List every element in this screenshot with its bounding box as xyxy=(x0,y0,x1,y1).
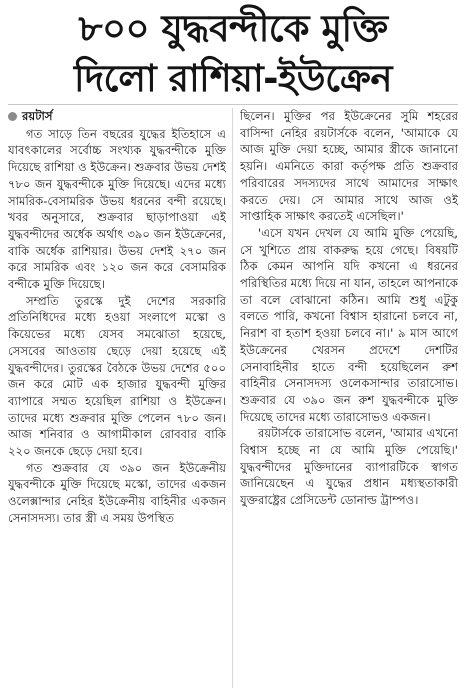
article-column-left xyxy=(8,108,226,693)
paragraph: সম্প্রতি তুরস্কে দুই দেশের সরকারি প্রতিনিধিদের মধ্যে হওয়া সংলাপে মস্কো ও কিয়েভের মধ্যে যেসব সমঝোতা হয়েছে, সেসবের আওতায় ছেড়ে দেয়া হয়েছে এই যুদ্ধবন্দীদের। তুরস্কের বৈঠকে উভয় দেশের ৫০০ জন করে মোট এক হাজার যুদ্ধবন্দী মুক্তির ব্যাপারে সম্মত হয়েছিল রাশিয়া ও ইউক্রেন। তাদের মধ্যে শুক্রবার মুক্তি পেলেন ৭৮০ জন। আজ শনিবার ও আগামীকাল রোববার বাকি ২২০ জনকে ছেড়ে দেয়া হবে। xyxy=(8,293,226,459)
headline xyxy=(0,4,466,104)
paragraph: গত সাড়ে তিন বছরের যুদ্ধের ইতিহাসে এ যাবৎকালের সর্বোচ্চ সংখ্যক যুদ্ধবন্দীকে মুক্তি দিয়েছে রাশিয়া ও ইউক্রেন। শুক্রবার উভয় দেশই ৭৮০ জন যুদ্ধবন্দীকে মুক্তি দিয়েছে। এদের মধ্যে সামরিক-বেসামরিক উভয় ধরনের বন্দী রয়েছে। খবর অনুসারে, শুক্রবার ছাড়াপাওয়া এই যুদ্ধবন্দীদের অর্ধেক অর্থাৎ ৩৯০ জন ইউক্রেনের, বাকি অর্ধেক রাশিয়ার। উভয় দেশই ২৭০ জন করে সামরিক এবং ১২০ জন করে বেসামরিক বন্দীকে মুক্তি দিয়েছে। xyxy=(8,126,226,292)
byline xyxy=(8,108,226,125)
bullet-icon xyxy=(8,112,17,121)
paragraph: 'এসে যখন দেখল যে আমি মুক্তি পেয়েছি, সে খুশিতে প্রায় বাকরুদ্ধ হয়ে গেছে। বিষয়টি ঠিক কেমন আপনি যদি কখনো এ ধরনের পরিস্থিতির মধ্যে দিয়ে না যান, তাহলে আপনাকে তা বলে বোঝানো কঠিন। আমি শুধু এটুকু বলতে পারি, কখনো বিশ্বাস হারানো চলবে না, নিরাশ বা হতাশ হওয়া চলবে না।' ৯ মাস আগে ইউক্রেনের খেরসন প্রদেশে দেশটির সেনাবাহিনীর হাতে বন্দী হয়েছিলেন রুশ বাহিনীর সেনাসদস্য ওলেকসান্দার তারাসোভ। শুক্রবার যে ৩৯০ জন রুশ যুদ্ধবন্দীকে মুক্তি দিয়েছে তাদের মধ্যে তারাসোভও একজন। xyxy=(240,225,458,424)
column-divider xyxy=(232,108,233,688)
paragraph: ছিলেন। মুক্তির পর ইউক্রেনের সুমি শহরের বাসিন্দা নেহির রয়টার্সকে বলেন, 'আমাকে যে আজ মুক্তি দেয়া হচ্ছে, আমার স্ত্রীকে জানানো হয়নি। এমনিতে কারা কর্তৃপক্ষ প্রতি শুক্রবার পরিবারের সদস্যদের সাথে আমাদের সাক্ষাৎ করতে দেয়। সে আমার সাথে আজ ওই সাপ্তাহিক সাক্ষাৎ করতেই এসেছিল।' xyxy=(240,109,458,224)
headline-line-1: ৮০০ যুদ্ধবন্দীকে মুক্তি xyxy=(78,7,388,50)
byline-source: রয়টার্স xyxy=(22,109,53,123)
headline-line-2: দিলো রাশিয়া-ইউক্রেন xyxy=(74,57,392,100)
paragraph: গত শুক্রবার যে ৩৯০ জন ইউক্রেনীয় যুদ্ধবন্দীকে মুক্তি দিয়েছে মস্কো, তাদের একজন ওলেক্সান্দার নেহির ইউক্রেনীয় বাহিনীর একজন সেনাসদস্য। তার স্ত্রী এ সময় উপস্থিত xyxy=(8,460,226,525)
headline-divider xyxy=(8,104,458,105)
paragraph: রয়টার্সকে তারাসোভ বলেন, 'আমার এখনো বিশ্বাস হচ্ছে না যে আমি মুক্তি পেয়েছি।' যুদ্ধবন্দীদের মুক্তিদানের ব্যাপারটিকে স্বাগত জানিয়েছেন এ যুদ্ধের প্রধান মধ্যস্থতাকারী যুক্তরাষ্ট্রের প্রেসিডেন্ট ডোনাল্ড ট্রাম্পও। xyxy=(240,426,458,508)
article-column-right xyxy=(240,108,458,693)
